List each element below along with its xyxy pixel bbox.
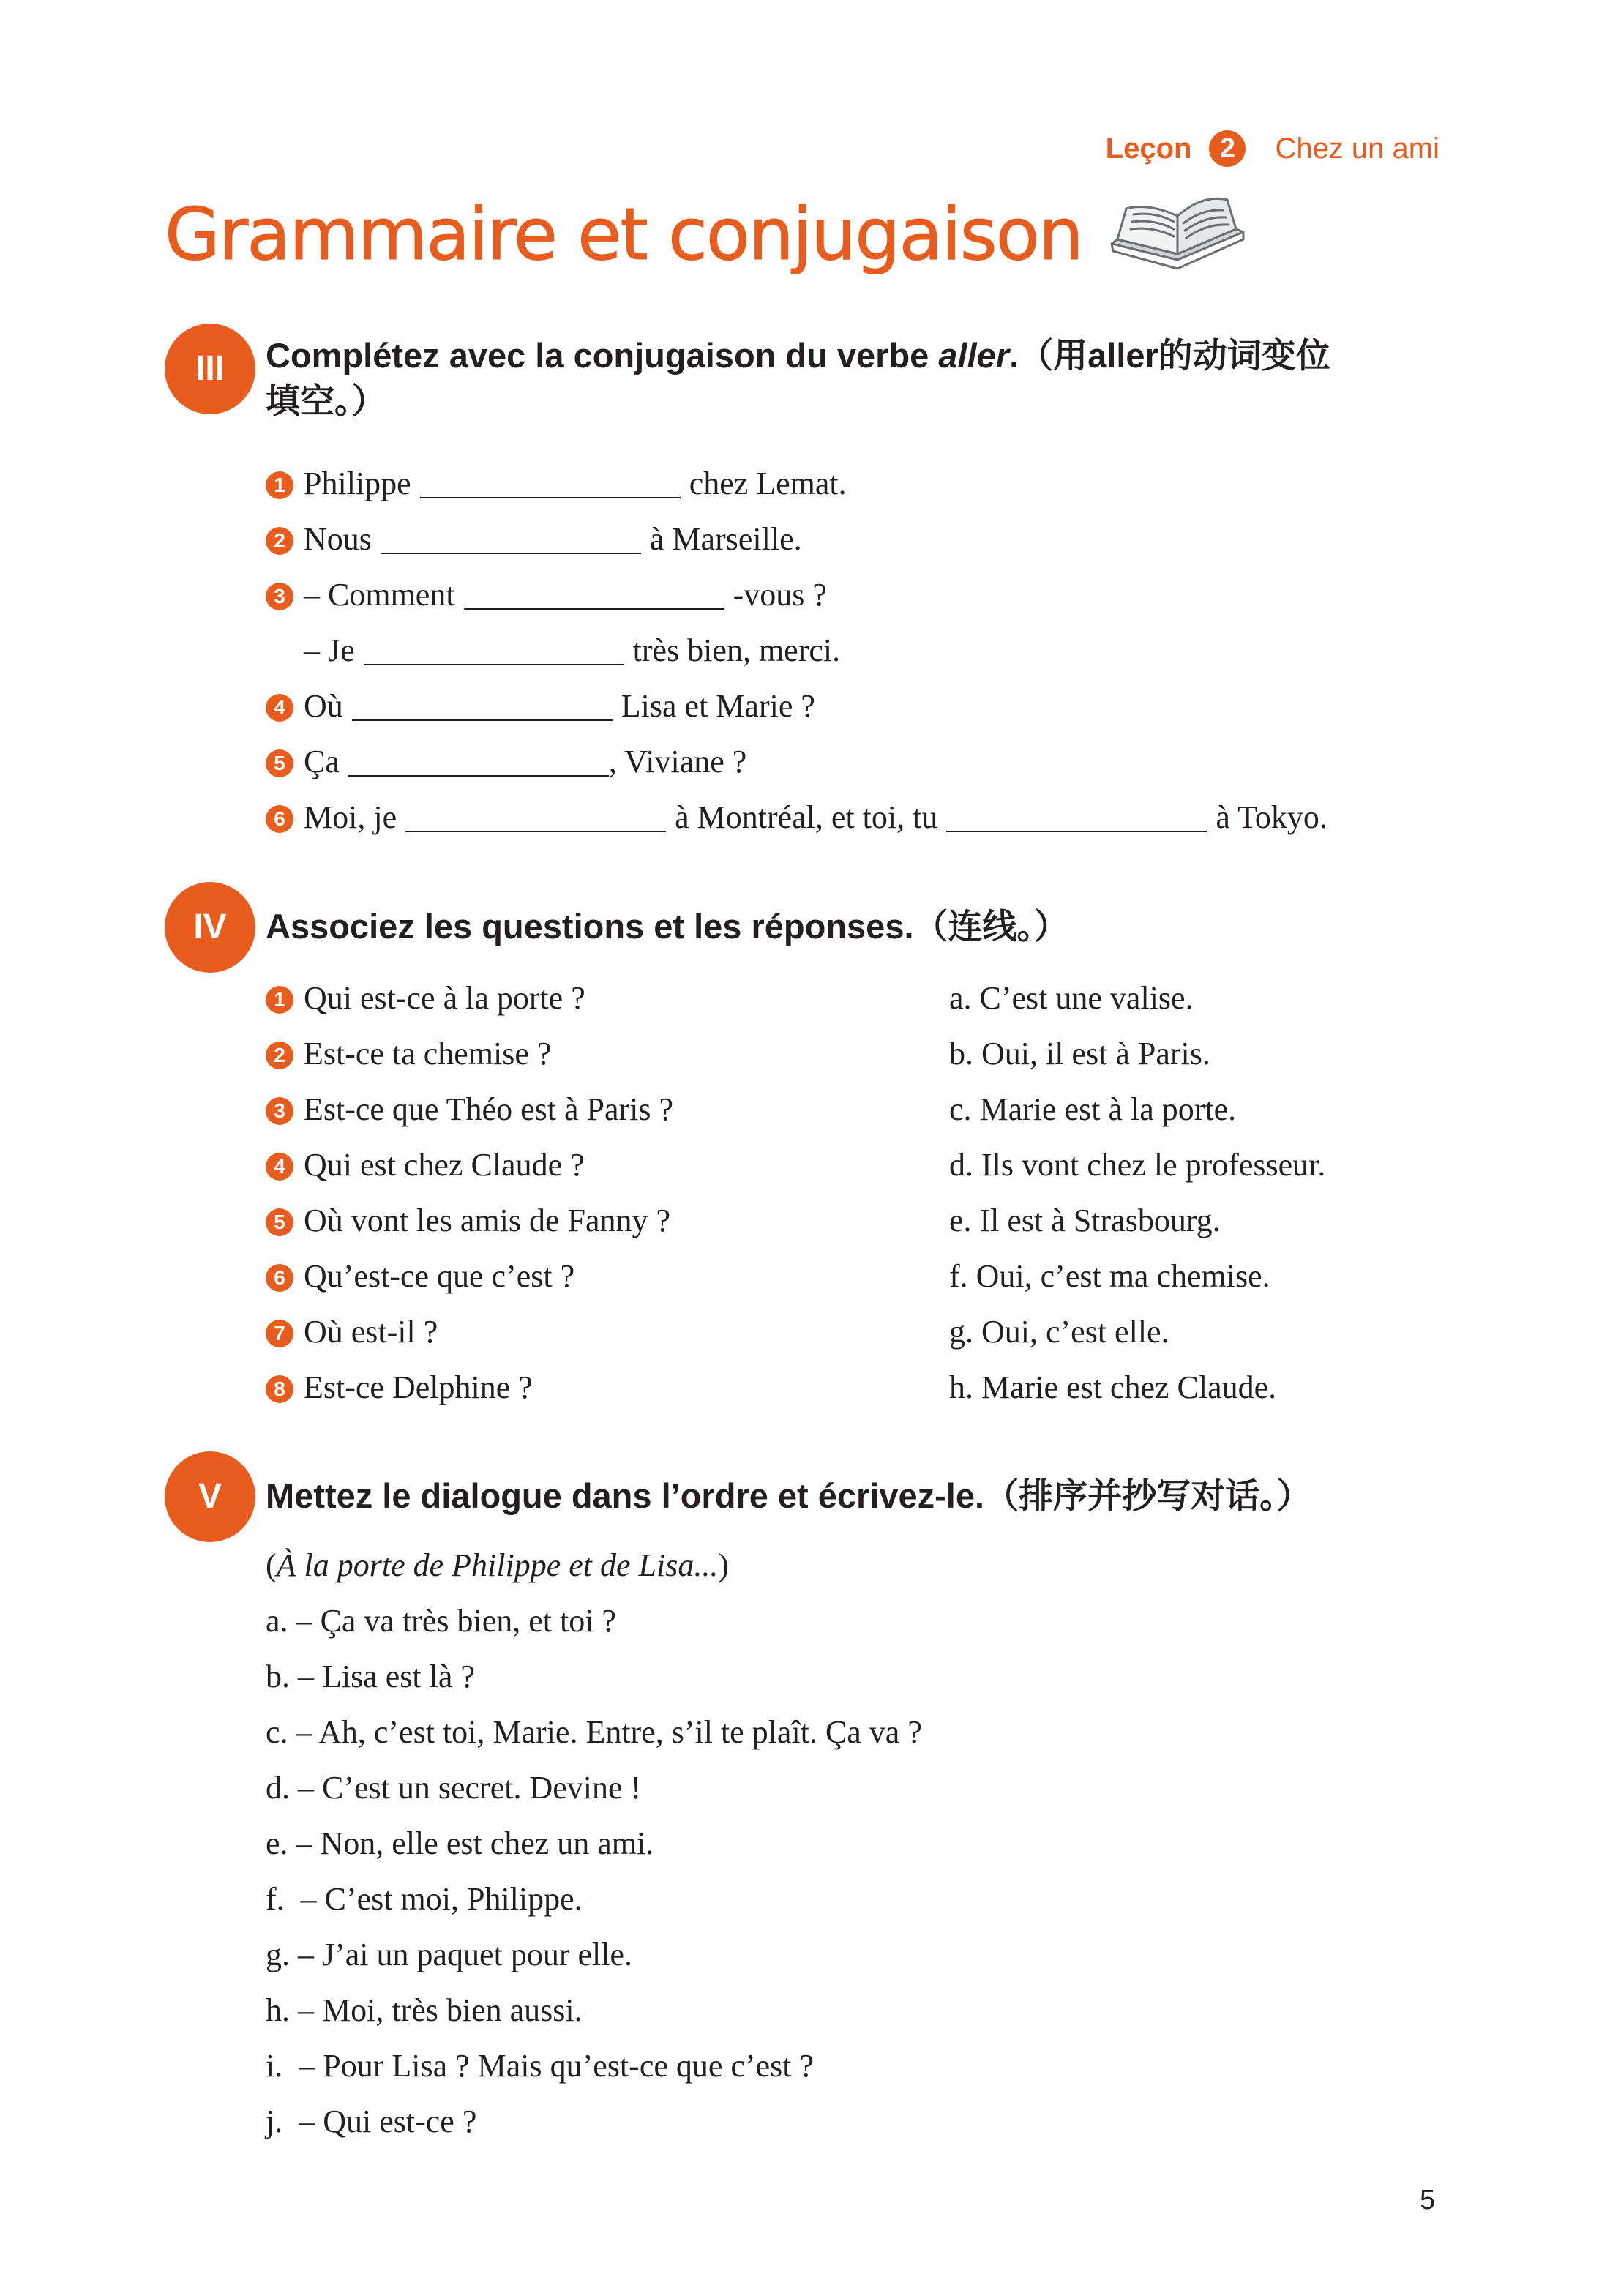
section-iii-badge: III — [165, 324, 255, 414]
answer-item[interactable]: e. Il est à Strasbourg. — [949, 1203, 1221, 1238]
answer-item[interactable]: c. Marie est à la porte. — [949, 1091, 1237, 1127]
dialogue-line: b. – Lisa est là ? — [266, 1659, 475, 1694]
dialogue-line: g. – J’ai un paquet pour elle. — [266, 1937, 632, 1972]
answer-blank[interactable] — [352, 690, 613, 721]
exercise-item: 6 Moi, je à Montréal, et toi, tu à Tokyo. — [266, 796, 1327, 840]
exercise-item: 1 Philippe chez Lemat. — [266, 462, 847, 506]
answer-blank[interactable] — [946, 801, 1207, 832]
answer-item[interactable]: b. Oui, il est à Paris. — [949, 1036, 1210, 1072]
dialogue-line: j. – Qui est-ce ? — [266, 2104, 477, 2139]
item-number: 5 — [266, 749, 293, 777]
answer-blank[interactable] — [348, 746, 609, 777]
dialogue-line: i. – Pour Lisa ? Mais qu’est-ce que c’est ? — [266, 2048, 814, 2084]
exercise-item: – Je très bien, merci. — [304, 632, 841, 668]
dialogue-line: d. – C’est un secret. Devine ! — [266, 1770, 642, 1806]
section-v-badge: V — [165, 1451, 255, 1542]
item-number: 6 — [266, 805, 293, 833]
section-v-title: Mettez le dialogue dans l’ordre et écrivez-le.（排序并抄写对话。） — [266, 1476, 1311, 1515]
exercise-item: 5 Ça , Viviane ? — [266, 740, 746, 784]
answer-blank[interactable] — [381, 523, 641, 554]
item-number: 4 — [266, 694, 293, 722]
dialogue-line: h. – Moi, très bien aussi. — [266, 1992, 583, 2028]
page-title: Grammaire et conjugaison — [165, 193, 1082, 277]
item-number: 3 — [266, 583, 293, 610]
exercise-item: 3 – Comment -vous ? — [266, 573, 827, 617]
page-number: 5 — [1420, 2185, 1436, 2215]
question-item[interactable]: 8 Est-ce Delphine ? — [266, 1366, 533, 1410]
exercise-item: 4 Où Lisa et Marie ? — [266, 684, 815, 728]
dialogue-line: e. – Non, elle est chez un ami. — [266, 1825, 654, 1861]
question-item[interactable]: 3 Est-ce que Théo est à Paris ? — [266, 1088, 673, 1132]
answer-item[interactable]: h. Marie est chez Claude. — [949, 1369, 1277, 1405]
question-item[interactable]: 6 Qu’est-ce que c’est ? — [266, 1254, 574, 1298]
item-number: 1 — [266, 471, 293, 499]
answer-item[interactable]: d. Ils vont chez le professeur. — [949, 1147, 1326, 1183]
lesson-title: Chez un ami — [1275, 132, 1439, 165]
answer-item[interactable]: f. Oui, c’est ma chemise. — [949, 1258, 1270, 1294]
section-iv-title: Associez les questions et les réponses.（连线。） — [266, 907, 1069, 946]
dialogue-line: c. – Ah, c’est toi, Marie. Entre, s’il te plaît. Ça va ? — [266, 1714, 922, 1750]
answer-blank[interactable] — [420, 468, 681, 498]
question-item[interactable]: 5 Où vont les amis de Fanny ? — [266, 1199, 670, 1243]
exercise-item: 2 Nous à Marseille. — [266, 517, 802, 561]
answer-item[interactable]: a. C’est une valise. — [949, 980, 1194, 1016]
question-item[interactable]: 1 Qui est-ce à la porte ? — [266, 976, 585, 1020]
answer-blank[interactable] — [405, 801, 666, 832]
section-iii-title: Complétez avec la conjugaison du verbe aller.（用aller的动词变位 填空。） — [266, 336, 1330, 420]
answer-blank[interactable] — [364, 635, 624, 665]
dialogue-line: a. – Ça va très bien, et toi ? — [266, 1603, 616, 1639]
page-title-row — [165, 187, 1251, 277]
lesson-word: Leçon — [1105, 132, 1192, 165]
dialogue-intro: (À la porte de Philippe et de Lisa...) — [266, 1547, 730, 1583]
lesson-number-badge: 2 — [1209, 130, 1246, 167]
dialogue-line: f. – C’est moi, Philippe. — [266, 1881, 583, 1917]
answer-blank[interactable] — [464, 579, 724, 610]
lesson-header — [1106, 130, 1439, 167]
question-item[interactable]: 2 Est-ce ta chemise ? — [266, 1032, 551, 1076]
section-iv-badge: IV — [165, 882, 255, 973]
question-item[interactable]: 4 Qui est chez Claude ? — [266, 1143, 585, 1187]
question-item[interactable]: 7 Où est-il ? — [266, 1310, 438, 1354]
answer-item[interactable]: g. Oui, c’est elle. — [949, 1314, 1169, 1350]
item-number: 2 — [266, 527, 293, 555]
open-book-icon — [1104, 187, 1251, 278]
